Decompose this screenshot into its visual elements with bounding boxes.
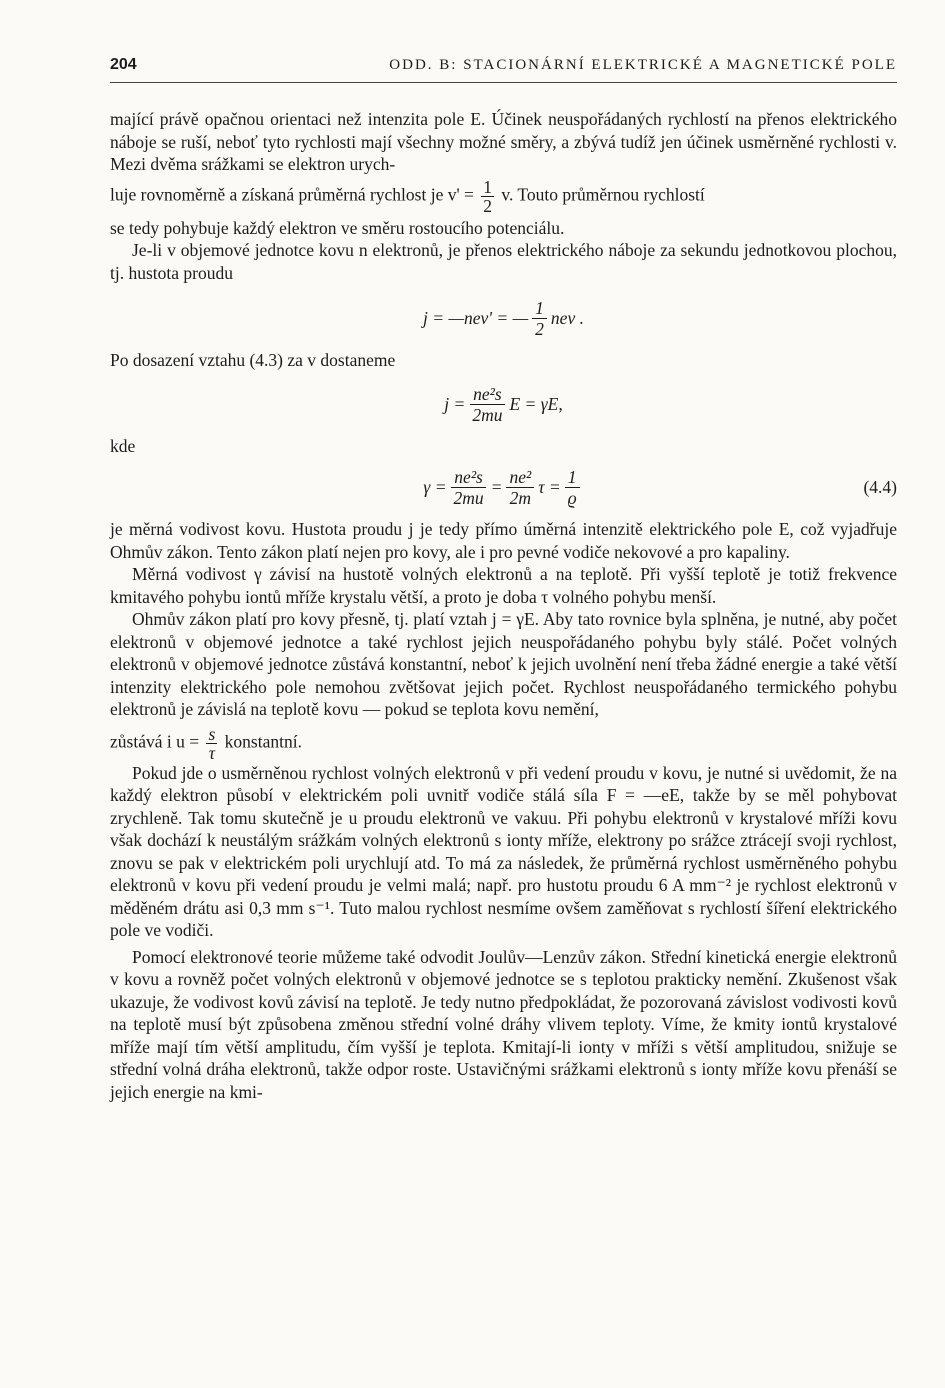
paragraph-6-end (110, 725, 897, 762)
paragraph-8: Pomocí elektronové teorie můžeme také odvodit Joulův—Lenzův zákon. Střední kinetická energie elektronů v kovu a rovněž počet volných elektronů v objemové jednotce se s teplotou prakticky nemění. Zkušenost však ukazuje, že vodivost kovů závisí na teplotě. Je tedy nutno předpokládat, že pozorovaná závislost vodivosti kovů na teplotě musí být způsobena změnou střední volné dráhy vlivem teploty. Víme, že kmity iontů krystalové mříže mají tím větší amplitudu, čím vyšší je teplota. Kmitají-li ionty v mříži s větší amplitudou, snižuje se střední volná dráha elektronů, takže odpor roste. Ustavičnými srážkami elektronů s ionty mříže kovu přenáší se jejich energie na kmi- (110, 946, 897, 1102)
fraction-denominator: 2 (483, 195, 492, 216)
equation-fraction-1 (451, 467, 487, 508)
paragraph-1-text: mající právě opačnou orientaci než intenzita pole E. Účinek neuspořádaných rychlostí na přenos elektrického náboje se ruší, neboť tyto rychlosti mají všechny možné směry, a zbývá tudíž jen účinek usměrněné rychlosti v. Mezi dvěma srážkami se elektron urych- (110, 109, 897, 174)
equation-4-4 (110, 467, 897, 508)
equation-current-density (110, 298, 897, 339)
paragraph-3: Po dosazení vztahu (4.3) za v dostaneme (110, 350, 396, 370)
paragraph-5: Měrná vodivost γ závisí na hustotě volných elektronů a na teplotě. Při vyšší teplotě je totiž frekvence kmitavého pohybu iontů mříže krystalu větší, a proto je doba τ volného pohybu menší. (110, 564, 897, 607)
fraction-denominator: τ (208, 742, 215, 763)
equation-right: E = γE, (509, 393, 563, 414)
fraction-numerator: 1 (565, 467, 580, 488)
drift-velocity-text-end: konstantní. (220, 731, 302, 752)
fraction-s-over-tau (206, 725, 217, 762)
equation-fraction-3 (565, 467, 580, 508)
equation-ohm-law (110, 384, 897, 425)
fraction-denominator: 2mu (472, 404, 503, 425)
fraction-denominator: 2 (535, 319, 544, 339)
fraction-numerator: 1 (532, 298, 547, 319)
paragraph-7: Pokud jde o usměrněnou rychlost volných elektronů v při vedení proudu v kovu, je nutné si uvědomit, že na každý elektron působí v elektrickém poli uvnitř vodiče stálá síla F = —eE, takže by se měl pohybovat zrychleně. Tak tomu skutečně je u proudu elektronů ve vakuu. Při pohybu elektronů v krystalové mříži kovu však dochází k neustálým srážkám volných elektronů s ionty mříže, elektrony po srážce ztrácejí svoji rychlost, znovu se pak v elektrickém poli urychlují atd. To má za následek, že průměrná rychlost usměrněného pohybu elektronů v kovu při vedení proudu je velmi malá; např. pro hustotu proudu 6 A mm⁻² je rychlost elektronů v měděném drátu asi 0,3 mm s⁻¹. Tuto malou rychlost nesmíme ovšem zaměňovat s rychlostí šíření elektrického pole ve vodiči. (110, 762, 897, 940)
equation-left: γ = (423, 477, 447, 498)
fraction-numerator: ne²s (451, 467, 486, 488)
fraction-numerator: ne² (506, 467, 534, 488)
fraction-denominator: 2m (509, 488, 532, 508)
header-rule (110, 82, 897, 83)
equation-fraction-2 (506, 467, 534, 508)
fraction-one-half (481, 178, 494, 215)
equation-fraction (532, 298, 547, 339)
equation-left: j = —nev' = — (423, 308, 529, 329)
tau-equals: τ = (538, 477, 561, 498)
kde-label: kde (110, 435, 136, 456)
equals-sign: = (490, 477, 503, 498)
page-number: 204 (110, 56, 137, 73)
page-body (110, 108, 897, 1103)
equation-fraction (469, 384, 505, 425)
fraction-denominator: 2mu (453, 488, 484, 508)
fraction-numerator: ne²s (470, 384, 505, 405)
paragraph-2: Je-li v objemové jednotce kovu n elektronů, je přenos elektrického náboje za sekundu jednotkovou plochou, tj. hustota proudu (110, 240, 897, 283)
mean-velocity-text: luje rovnoměrně a získaná průměrná rychlost je v' = (110, 184, 479, 205)
drift-velocity-text: zůstává i u = (110, 731, 204, 752)
fraction-numerator: s (208, 723, 216, 744)
equation-right: nev . (550, 308, 584, 329)
fraction-numerator: 1 (483, 176, 492, 197)
paragraph-1-fraction-line (110, 178, 897, 215)
paragraph-4: je měrná vodivost kovu. Hustota proudu j je tedy přímo úměrná intenzitě elektrického pole E, což vyjadřuje Ohmův zákon. Tento zákon platí nejen pro kovy, ale i pro pevné vodiče nekovové a pro kapaliny. (110, 519, 897, 562)
equation-number: (4.4) (863, 477, 897, 498)
paragraph-6: Ohmův zákon platí pro kovy přesně, tj. platí vztah j = γE. Aby tato rovnice byla splněna, je nutné, aby počet elektronů v objemové jednotce a také rychlost jejich neuspořádaného pohybu byly stálé. Počet volných elektronů v objemové jednotce zůstává konstantní, neboť k jejich uvolnění není třeba žádné energie a také větší intenzity elektrického pole nemohou zvětšovat jejich počet. Rychlost neuspořádaného termického pohybu elektronů je závislá na teplotě kovu — pokud se teplota kovu nemění, (110, 609, 897, 719)
mean-velocity-text-end: v. Touto průměrnou rychlostí (497, 184, 705, 205)
paragraph-1 (110, 108, 897, 176)
fraction-denominator: ϱ (567, 488, 577, 508)
section-title: ODD. B: STACIONÁRNÍ ELEKTRICKÉ A MAGNETICKÉ POLE (389, 57, 897, 73)
paragraph-1-end: se tedy pohybuje každý elektron ve směru rostoucího potenciálu. (110, 217, 565, 238)
running-header (110, 56, 897, 74)
equation-left: j = (444, 393, 466, 414)
